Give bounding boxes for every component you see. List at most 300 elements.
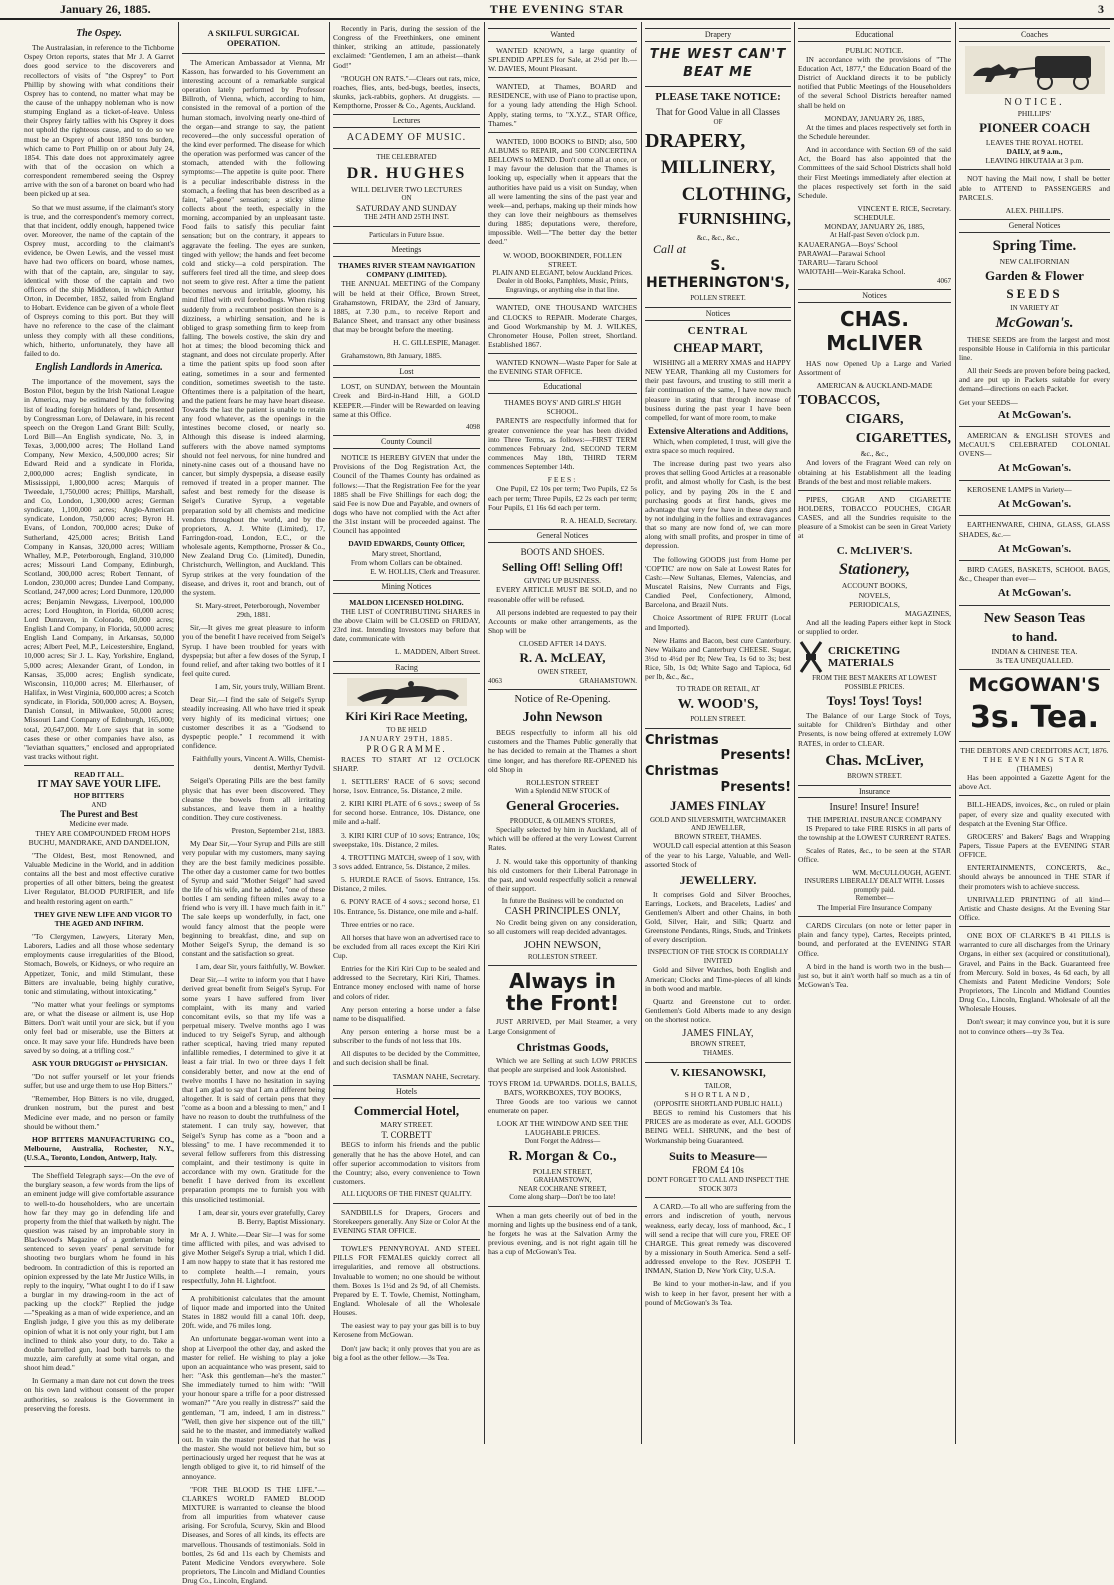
section-header-educational: Educational [488, 380, 637, 394]
notice-text: (THAMES) [1016, 764, 1053, 774]
cricket-bats-icon [798, 640, 824, 674]
ad-number: 4098 [466, 422, 480, 431]
woods-name: W. WOOD'S, [677, 696, 759, 712]
wanted-ad: WANTED KNOWN—Waste Paper for Sale at the EVENING STAR OFFICE. [488, 358, 637, 377]
notice-text: PIPES, CIGAR AND CIGARETTE HOLDERS, TOBACCO POUCHES, CIGAR CASES, and all the Sundries requisite to the pleasure of a Smokist can be seen in Great Variety at [798, 494, 951, 541]
mcgowans-name: McGOWAN'S [968, 674, 1101, 697]
council-address: Mary street, Shortland, [371, 548, 442, 558]
divider [959, 480, 1110, 481]
notice-text: PERIODICALS, [849, 599, 900, 609]
race-event: 6. PONY RACE of 4 sovs.; second horse, £1 10s. Entrance, 5s. Distance, one mile and a-half. [333, 897, 480, 916]
school-name: THAMES BOYS' AND GIRLS' HIGH SCHOOL. [503, 398, 622, 417]
at-mcgowans: At McGowan's. [997, 498, 1072, 511]
article-paragraph: In Germany a man dare not cut down the trees on his own land without consent of the proper authorities, so zealous is the Government in preserving the forests. [24, 1376, 174, 1413]
garden-flower-heading: Garden & Flower [985, 268, 1084, 284]
drapery-text: OF [713, 117, 723, 126]
ad-text: THEY ARE COMPOUNDED FROM HOPS BUCHU, MANDRAKE, AND DANDELION, [28, 828, 171, 847]
notice-text: Be kind to your mother-in-law, and if you wish to keep in her favor, present her with a pound of McGowan's 3s Tea. [645, 1279, 791, 1307]
letter-text: Dear Sir,—I write to inform you that I have derived great benefit from Seigel's Syrup. For some years I have suffered from liver complaint, with its many and varied concomitant evils, so that my life was a perpetual misery. Twelve months ago I was induced to try Seigel's Syrup, and although rather sceptical, having tried many reputed infallible remedies, I determined to give it at least a fair trial. In two or three days I felt considerably better, and now at the end of twelve months I have no hesitation in saying that I am glad to say that I am a different being altogether. It is said of certain pens that they "come as a boon and a blessing to men," and I have no reason to doubt the truthfulness of the statement. I can truly say, however, that Seigel's Syrup has come as a "boon and a blessing" to me. I have recommended it to several fellow sufferers from this distressing complaint, and their testimony is quite in accordance with my own. Gratitude for the benefit I have derived from its excellent preparation prompts me to furnish you with this unsolicited testimonial. [182, 975, 325, 1204]
insurance-company: THE IMPERIAL INSURANCE COMPANY [806, 814, 943, 824]
divider [959, 669, 1110, 670]
race-signature: TASMAN NAHE, Secretary. [392, 1071, 480, 1081]
schedule-item: TARARU—Tararu School [798, 258, 878, 268]
letter-signature: I am, dear Sir, yours faithfully, W. Bowker. [195, 962, 325, 972]
ad-text: Medicine ever made. [69, 820, 129, 829]
race-event: 1. SETTLERS' RACE of 6 sovs; second horse, 1sov. Entrance, 5s. Distance, 2 mile. [333, 776, 480, 795]
race-event: 2. KIRI KIRI PLATE of 6 sovs.; sweep of 5s for second horse. Entrance, 10s. Distance, one mile and a-half. [333, 799, 480, 827]
always-in-the-front-heading: Always in the Front! [505, 969, 620, 1016]
article-paragraph: "FOR THE BLOOD IS THE LIFE."—CLARKE'S WORLD FAMED BLOOD MIXTURE is warranted to cleanse the blood from all impurities from whatever cause arising. For Scrofula, Scurvy, Skin and Blood Diseases, and Sores of all kinds, its effects are marvellous. Thousands of testimonials. Sold in bottles, 2s 6d and 11s each by Chemists and Patent Medicine Vendors everywhere. Sole proprietors, The Lincoln and Midland Counties Drug Co., Lincoln, England. [182, 1484, 325, 1585]
at-mcgowans: At McGowan's. [997, 408, 1072, 421]
new-season-teas-heading: New Season Teas [983, 610, 1086, 626]
article-paragraph: An unfortunate beggar-woman went into a shop at Liverpool the other day, and asked the master for relief. He wishing to play a joke upon an acquaintance who was present, said to her: "Ask this gentleman—he's the master." She immediately turned to him with: "Will your honour spare a trifle for a poor distressed woman?" "Are you really in distress?" said the gentleman, "I am, indeed, I am in distress." "Well, then give her sixpence out of the till," said he to the master, and immediately walked out. In vain the master protested that he was the master. She would not believe him, but so pertinaciously urged her request that he was at length obliged to give it, to rid himself of the annoyance. [182, 1334, 325, 1481]
coach-time: LEAVING HIKUTAIA at 3 p.m. [985, 156, 1084, 166]
ad-text: "The Oldest, Best, most Renowned, and Valuable Medicine in the World, and in addition contains all the best and most effective curative properties of all other bitters, being the greatest Liver Regulator, BLOOD PURIFIER, and life and health restoring agent on earth." [24, 850, 174, 906]
notice-text: GOLD AND SILVERSMITH, WATCHMAKER AND JEWELLER, [649, 815, 787, 833]
central-heading: CENTRAL [687, 324, 749, 337]
hotel-text: ALL LIQUORS OF THE FINEST QUALITY. [341, 1190, 472, 1199]
column-5 [645, 24, 791, 1444]
notice-text: Quartz and Greenstone cut to order. Gentlemen's Gold Alberts made to any design on the shortest notice. [645, 996, 791, 1025]
merchant-street: ROLLESTON STREET. [527, 952, 598, 961]
column-2 [182, 24, 325, 1585]
clothing-word: CLOTHING, [681, 183, 791, 205]
millinery-word: MILLINERY, [660, 157, 776, 179]
notice-text: Get your SEEDS— [959, 397, 1018, 407]
ad-kicker: READ IT ALL. [74, 770, 124, 780]
section-header-notices: Notices [645, 307, 791, 321]
wanted-text: Dealer in old Books, Pamphlets, Music, Prints, Engravings, or anything else in that line. [496, 277, 629, 294]
divider [959, 560, 1110, 561]
race-title: Kiri Kiri Race Meeting, [345, 709, 468, 724]
groceries-heading: General Groceries. [505, 798, 620, 814]
coach-text: NOT having the Mail now, I shall be better able to ATTEND to PASSENGERS and PARCELS. [959, 174, 1110, 202]
boots-heading: BOOTS AND SHOES. [520, 546, 605, 557]
divider [488, 965, 637, 966]
notice-text: And all the leading Papers either kept in Stock or supplied to order. [798, 617, 951, 637]
suits-heading: Suits to Measure— [669, 1148, 767, 1163]
christmas-goods-heading: Christmas Goods, [516, 1039, 609, 1054]
at-mcgowans: At McGowan's. [997, 462, 1072, 475]
letter-signature: I am, Sir, yours truly, William Brent. [214, 682, 325, 692]
notice-text: The increase during past two years also proves that selling Good Articles at a reasonable profit, and almost wholly for Cash, is the best policy, and by paying 20s in the £ and purchasing goods at first hands, gives me advantage that very few have in these days and by not indulging in the follies and extravagances that so many are now fond of, we can more along with small profits, and prosper in time of depression. [645, 459, 792, 551]
school-text: PARENTS are respectfully informed that for greater convenience the year has been divided into Three Terms, as follows:—FIRST TERM commences February 2nd, SECOND TERM commences May 18th, THIRD TERM commences September 14th. [488, 416, 637, 472]
column-7 [959, 24, 1110, 1444]
insurance-agent: WM. McCULLOUGH, AGENT. [852, 868, 951, 878]
ad-text: "No matter what your feelings or symptoms are, or what the disease or ailment is, use Hop Bitters. Don't wait until your are sick, but if you only feel bad or miserable, use the Bitters at once. It may save your life. Hundreds have been saved by so doing, at a trifling cost." [24, 999, 174, 1055]
section-header-general-notices: General Notices [959, 219, 1110, 233]
notice-text: Gold and Silver Watches, both English and American; Clocks and Time-pieces of all kinds in both wood and marble. [645, 965, 791, 993]
notice-text: The following GOODS just from Home per 'COPTIC' are now on Sale at Lowest Rates for Cash:—New Sultanas, Elemes, Valencias, and Muscatel Raisins, New Currants and Figs, Candied Peel, Confectionery, Almond, Barcelona, and Brazil Nuts. [645, 554, 791, 610]
council-officer: DAVID EDWARDS, County Officer, [348, 539, 465, 549]
school-signature: R. A. HEALD, Secretary. [560, 515, 637, 525]
mcliver-name: C. McLIVER'S. [836, 544, 913, 557]
notice-text: BROWN STREET, [690, 1040, 746, 1049]
notice-text: Specially selected by him in Auckland, all of which will be offered at the very Lowest Current Rates. [488, 825, 637, 853]
jewellery-heading: JEWELLERY. [679, 872, 757, 887]
notice-text: MAGAZINES, [904, 608, 951, 618]
divider [798, 916, 951, 917]
notice-text: ACCOUNT BOOKS, [841, 581, 908, 591]
divider [798, 490, 951, 491]
notice-text: The easiest way to pay your gas bill is to buy Kerosene from McGowan. [333, 1321, 480, 1340]
notice-text: THE DEBTORS AND CREDITORS ACT, 1876. [960, 745, 1109, 755]
article-paragraph: A prohibitionist calculates that the amount of liquor made and imported into the United States in 1882 would fill a canal 10ft. deep, 20ft. wide, and 76 miles long. [182, 1293, 325, 1331]
cash-principles-heading: CASH PRINCIPLES ONLY, [504, 905, 621, 917]
letter-signature: I am, dear sir, yours ever gratefully, Carey B. Berry, Baptist Missionary. [198, 1207, 325, 1226]
notice-text: ROLLESTON STREET [526, 777, 599, 787]
divider [645, 86, 791, 87]
column-rule [484, 22, 485, 1444]
notice-text: In future the Business will be conducted on [501, 897, 624, 906]
divider [488, 77, 637, 78]
notice-text: THE EVENING STAR [983, 754, 1086, 764]
merchant-street: OWEN STREET, [537, 668, 588, 677]
notice-text: New Hams and Bacon, best cure Canterbury. New Waikato and Canterbury CHEESE. Sugar, 3½d to 4½d per lb; New Tea, 1s 6d to 3s; best Rice, 5lb, 1s 0d; White Sago and Tapioca, 6d per lb, &c., &c., [645, 635, 791, 682]
extensive-alterations-heading: Extensive Alterations and Additions, [647, 425, 789, 436]
notice-text: INSURERS LIBERALLY DEALT WITH. Losses promptly paid. [804, 877, 945, 894]
section-header-lectures: Lectures [333, 114, 480, 128]
notice-text: TOYS FROM 1d. UPWARDS. DOLLS, BALLS, BATS, WORKBOXES, TOY BOOKS, [488, 1078, 637, 1097]
notice-text: SHORTLAND, [684, 1090, 752, 1100]
section-header-notices: Notices [798, 289, 951, 303]
notice-text: Choice Assortment of RIPE FRUIT (Local and Imported). [645, 613, 791, 632]
divider [959, 515, 1110, 516]
race-programme-heading: PROGRAMME. [366, 743, 447, 754]
notice-text: WOULD call especial attention at this Season of the year to his Large, Valuable, and Well-assorted Stock of [645, 841, 791, 869]
masthead [0, 0, 1114, 20]
notice-text: TO TRADE OR RETAIL, AT [676, 685, 760, 694]
lecture-dates: THE 24TH AND 25TH INST. [364, 213, 449, 222]
notice-text: NOVELS, [858, 590, 891, 600]
section-header-coaches: Coaches [959, 28, 1110, 42]
notice-text: FROM THE BEST MAKERS AT LOWEST POSSIBLE PRICES. [812, 674, 937, 691]
section-header-mining: Mining Notices [333, 580, 480, 594]
wanted-ad: WANTED, 1000 BOOKS to BIND; also, 500 ALBUMS to REPAIR, and 500 CONCERTINA BELLOWS to MEND. Don't come all at once, or I may favour the delusion that the Thames is looking up, especially when it appears that the authorities have paid us a visit on Sunday, when all were lamenting the sins of the past year and week—and, perhaps, making up their minds how they can love their neighbours as themselves during 1885; deputations were, therefore, impossible. Well—"The better day the better deed." [488, 136, 637, 247]
drapery-word: DRAPERY, [645, 130, 746, 153]
notice-text: Scales of Rates, &c., to be seen at the STAR Office. [798, 845, 951, 865]
notice-text: THAMES. [702, 1048, 734, 1057]
notice-text: J. N. would take this opportunity of thanking his old customers for their Liberal Patronage in the past, and would respectfully solicit a renewal of their support. [488, 856, 637, 893]
letter-address: Preston, September 21st, 1883. [231, 826, 325, 836]
newspaper-title: THE EVENING STAR [489, 2, 625, 16]
notice-text: NEAR COCHRANE STREET, [518, 1184, 607, 1193]
race-text: TO BE HELD [386, 725, 427, 734]
notice-text: LOOK AT THE WINDOW AND SEE THE LAUGHABLE PRICES. [496, 1119, 629, 1138]
notice-text: INSPECTION OF THE STOCK IS CORDIALLY INVITED [647, 948, 789, 965]
column-rule [178, 22, 179, 1444]
furnishing-word: FURNISHING, [678, 208, 791, 228]
divider [488, 689, 637, 690]
notice-text: BILL-HEADS, invoices, &c., on ruled or plain paper, of every size and quality executed with despatch at the Evening Star Office. [959, 800, 1110, 828]
divider [488, 132, 637, 133]
presents-word: Presents! [720, 780, 791, 796]
coach-time: DAILY, at 9 a.m., [1006, 147, 1063, 157]
column-rule [955, 22, 956, 1444]
please-take-notice: PLEASE TAKE NOTICE: [655, 91, 781, 104]
selling-off-heading: Selling Off! Selling Off! [502, 559, 623, 574]
notice-text: SANDBILLS for Drapers, Grocers and Storekeepers generally. Any Size or Color At the EVENING STAR OFFICE. [333, 1207, 480, 1235]
headline-osprey: The Ospey. [76, 28, 122, 39]
notice-text: EVERY ARTICLE MUST BE SOLD, and no reasonable offer will be refused. [488, 585, 637, 604]
christmas-word: Christmas [645, 732, 719, 748]
coach-signature: ALEX. PHILLIPS. [1005, 205, 1064, 215]
divider [333, 148, 480, 149]
public-notice-heading: PUBLIC NOTICE. [845, 45, 904, 55]
section-header-wanted: Wanted [488, 28, 637, 42]
section-header-drapery: Drapery [645, 28, 791, 42]
article-paragraph: The importance of the movement, says the Boston Pilot, begun by the Irish National League in America, may be estimated by the following list of leading foreign holders of land, presented by Congressman Lore, of Delaware, in his recent speech on the Oregon Land Grant Bill: Scully, Lord Bill—An English syndicate, No. 3, in Texas, 3,000,000 acres; The Holland Land Company, New Mexico, 4,500,000 acres; Sir Edward Reid and a syndicate in Florida, 2,000,000 acres; English syndicate, in Mississippi, 1,800,000 acres; Marquis of Tweedale, 1,750,000 acres; Phillips, Marshall, and Co, London, 1,300,000 acres; German syndicate, 1,100,000 acres; Anglo-American syndicate, London, 750,000 acres; Byron H. Evans, of London, 700,000 acres; Duke of Sutherland, 425,000 acres; British Land Company in Kansas, 320,000 acres; William Whalley, M.P., Peterborough, England, 310,000 acres; Missouri Land Company, Edinburgh, Scotland, 300,000 acres; Robert Tennant, of London, 230,000 acres; Dundee Land Company, Scotland, 247,000 acres; Lord Dunmore, 120,000 acres; Benjamin Newgass, Liverpool, 100,000 acres; Lord Houghton, in Florida, 60,000 acres; Lord Dunraven, in Colorado, 60,000 acres; English Land Company, in Florida, 50,000 acres; English Land Company, in Arkansas, 50,000 acres; Albert Peel, M.P., Leicestershire, England, 10,000 acres; Sir J. L. Kay, Yorkshire, England, 5,000 acres; Alexander Grant, of London, in Kansas, 35,000 acres; English syndicate, Wisconsin, 110,000 acres; M. Ellerhauser, of Halifax, in West Virginia, 600,000 acres; a Scotch syndicate, in Florida, 500,000 acres; A. Boysen, Danish Consul, in Milwaukee, 50,000 acres; Missouri Land Company of Edinburgh, 165,000; total, 20,647,000. Mr Lore says that in some cases these or other companies have also, as "leviathan squatters," enclosed and appropriated vast tracks without right. [24, 377, 174, 761]
ad-text: "To Clergymen, Lawyers, Literary Men, Laborers, Ladies and all those whose sedentary employments cause irregularities of the Blood, Stomach, Bowels, or Kidneys, or who require an Appetizer, Tonic, and mild Stimulant, these Bitters are invaluable, being highly curative, tonic and stimulating, without intoxicating." [24, 931, 174, 996]
meeting-signature: H. C. GILLESPIE, Manager. [393, 338, 480, 348]
wanted-ad: WANTED, at Thames, BOARD and RESIDENCE, with use of Piano to practise upon, for a young lady attending the High School. Apply, stating terms, to "X.Y.Z., STAR Office, Thames." [488, 82, 637, 128]
ad-text: "Remember, Hop Bitters is no vile, drugged, drunken nostrum, but the purest and best Medicine ever made, and no person or family should be without them." [24, 1094, 174, 1131]
notice-text: A CARD.—To all who are suffering from the errors and indiscretion of youth, nervous weakness, early decay, loss of manhood, &c., I will send a recipe that will cure you, FREE OF CHARGE. This great remedy was discovered by a missionary in South America. Send a self-addressed envelope to the Rev. JOSEPH T. INMAN, Station D, New York City, U.S.A. [645, 1202, 791, 1276]
drapery-street: POLLEN STREET. [690, 294, 746, 303]
meeting-date: Grahamstown, 8th January, 1885. [341, 351, 442, 361]
hotel-proprietor: T. CORBETT [381, 1129, 432, 1140]
mcgowans-name: McGowan's. [995, 315, 1074, 332]
meeting-text: THE ANNUAL MEETING of the Company will be held at their Office, Brown Street, Grahamstown, FRIDAY, the 23rd of January, 1885, at 7.30 p.m., to receive Report and Balance Sheet, and transact any other business that may be brought before the meeting. [333, 279, 480, 335]
race-rule: Entries for the Kiri Kiri Cup to be sealed and addressed to the Secretary, Kiri Kiri, Thames. Entrance money enclosed with name of horse and colors of rider. [333, 964, 480, 1001]
notice-text: NEW CALIFORNIAN [999, 256, 1070, 266]
notice-signature: VINCENT E. RICE, Secretary. [857, 204, 951, 213]
notice-text: When a man gets cheerily out of bed in the morning and lights up the business end of a tank, he forgets he was at the Salvation Army the previous evening, and is not right again till he has a cup of McGowan's Tea. [488, 1210, 637, 1257]
meeting-title: THAMES RIVER STEAM NAVIGATION COMPANY (LIMITED). [337, 261, 476, 280]
race-event: 5. HURDLE RACE of 5sovs. Entrance, 15s. Distance, 2 miles. [333, 875, 480, 894]
drapery-text: That for Good Value in all Classes [656, 106, 780, 117]
mcliver-name: Chas. McLiver, [825, 752, 924, 769]
column-3 [333, 24, 480, 1444]
lecture-text: ON [401, 194, 412, 203]
wanted-ad: WANTED, ONE THOUSAND WATCHES and CLOCKS to REPAIR. Moderate Charges, and Good Workmanship by M. J. WILKES, Chronometer House, Pollen street, Shortland. Established 1867. [488, 303, 637, 349]
divider [645, 1062, 791, 1063]
page-number: 3 [1098, 2, 1104, 16]
school-fees: One Pupil, £2 10s per term; Two Pupils, £2 5s each per term; Three Pupils, £2 2s each per term; Four Pupils, £1 16s 6d each per term. [488, 484, 637, 512]
lecture-text: THE CELEBRATED [376, 153, 437, 162]
divider [645, 728, 791, 729]
mining-signature: L. MADDEN, Albert Street. [395, 647, 480, 657]
schedule-item: KAUAERANGA—Boys' School [798, 239, 898, 249]
race-event: 3. KIRI KIRI CUP of 10 sovs; Entrance, 10s; sweepstake, 10s. Distance, 2 miles. [333, 830, 480, 849]
merchant-name: R. A. McLEAY, [519, 650, 606, 666]
lecture-text: Particulars in Future Issue. [368, 230, 445, 239]
column-rule [794, 22, 795, 1444]
notice-text: And lovers of the Fragrant Weed can rely on obtaining at his Establishment all the leading Brands of the best and most reliable makers. [798, 458, 951, 486]
schedule-item: WAIOTAHI—Weir-Karaka School. [798, 267, 906, 277]
issue-date: January 26, 1885. [60, 2, 151, 16]
letter-signature: Faithfully yours, Vincent A. Wills, Chemist-dentist, Merthyr Tydvil. [192, 754, 325, 773]
notice-date: MONDAY, JANUARY 26, 1885, [824, 222, 925, 232]
merchant-street: POLLEN STREET, [532, 1167, 593, 1177]
council-signature: E. W. HOLLIS, Clerk and Treasurer. [370, 566, 480, 576]
column-1 [24, 24, 174, 1444]
section-header-meetings: Meetings [333, 243, 480, 257]
divider [488, 353, 637, 354]
letter-text: Dear Sir,—I find the sale of Seigel's Syrup steadily increasing. All who have tried it speak very highly of its medicinal virtues; one customer describes it as a "Godsend to dyspeptic people." I recommend it with confidence. [182, 695, 325, 750]
divider [182, 53, 325, 54]
notice-text: Which we are Selling at such LOW PRICES that people are surprised and look Astonished. [488, 1056, 637, 1075]
notice-text: TOWLE'S PENNYROYAL AND STEEL PILLS FOR FEMALES quickly correct all irregularities, and remove all obstructions. Invaluable to women; no one should be without them. Boxes 1s 1½d and 2s 9d, of all Chemists. Prepared by E. T. Towle, Chemist, Nottingham, England. Wholesale of all the Wholesale Houses. [333, 1244, 480, 1318]
notice-text: All persons indebted are requested to pay their Accounts or make other arrangements, as the Shop will be [488, 607, 637, 636]
lecture-days: SATURDAY AND SUNDAY [355, 202, 458, 213]
ad-number: 3073 [723, 1184, 738, 1193]
tobaccos-heading: TOBACCOS, [798, 393, 880, 408]
at-mcgowans: At McGowan's. [997, 542, 1072, 555]
letter-text: Seigel's Operating Pills are the best family physic that has ever been discovered. They cleanse the bowels from all irritating substances, and leave them in a healthy condition. They cure costiveness. [182, 776, 325, 822]
race-rule: Three entries or no race. [341, 919, 415, 929]
christmas-word: Christmas [645, 764, 719, 780]
headline-landlords: English Landlords in America. [35, 361, 163, 373]
notice-text: WISHING all a MERRY XMAS and HAPPY NEW YEAR, Thanking all my Customers for their past favours, and trusting to still merit a fair continuation of the same, I have now much pleasure in stating that through increase of business during the past year I have been compelled, for want of more room, to make [645, 357, 791, 422]
drapery-text: Call at [653, 241, 687, 256]
insurance-company: The Imperial Fire Insurance Company [817, 902, 932, 912]
council-notice: NOTICE IS HEREBY GIVEN that under the Provisions of the Dog Registration Act, the Council of the Thames County has ordained as follows:—That the Registration Fee for the year 1885 shall be Five Shillings for each dog; the said Fee is now Due and Payable, and owners of dogs who have not complied with the Act after the 31st instant will be proceeded against. The Council has appointed [333, 453, 480, 536]
notice-text: &c., &c., [860, 449, 889, 459]
notice-text: IN accordance with the provisions of "The Education Act, 1877," the Education Board of the District of Auckland directs it to be publicly notified that Public Meetings of the Householders of the several School Districts hereafter named shall be held on [798, 54, 951, 110]
three-shilling-tea-heading: 3s. Tea. [969, 700, 1100, 736]
section-header-insurance: Insurance [798, 785, 951, 799]
merchant-name: R. Morgan & Co., [508, 1148, 617, 1164]
lecture-text: WILL DELIVER TWO LECTURES [350, 185, 463, 195]
race-rule: Any person entering a horse under a false name to be disqualified. [333, 1004, 480, 1023]
article-paragraph: The Australasian, in reference to the Tichborne Ospey Orton reports, states that Mr J. A Garret does good service to the discoverers and recollectors of visits of "the Osprey" to Port Phillip by showing with what conditions their Osprey has to contend, no matter what may be the cause of the unhappy nobleman who is now stumping England as a ticket-of-leave. Unless their Osprey fairly tallies with his Osprey it does not uphold the righteous cause, and to do so we must be an Osprey of about 1850 tons burden, which came to Port Phillip on or about July 24, 1854. This date does not approximately agree with that of the occasion on which a correspondent remembered seeing the Osprey arrive with the son of a baronet on board who had been picked up at sea. [24, 43, 174, 199]
notice-text: AMERICAN & AUCKLAND-MADE [816, 380, 933, 390]
divider [959, 169, 1110, 170]
notice-text: All their Seeds are proven before being packed, and are put up in Packets suitable for every demand—directions on each Packet. [959, 366, 1110, 394]
notice-text: INDIAN & CHINESE TEA. [991, 646, 1078, 656]
drapery-banner: THE WEST CAN'T BEAT ME [649, 46, 787, 80]
column-4 [488, 24, 637, 1444]
race-event: 4. TROTTING MATCH, sweep of 1 sov, with 3 sovs added. Entrance, 5s. Distance, 2 miles. [333, 852, 480, 871]
divider [182, 1289, 325, 1290]
coach-owner: PHILLIPS' [1017, 108, 1052, 118]
mining-title: MALDON LICENSED HOLDING. [349, 597, 464, 607]
hotel-name: Commercial Hotel, [353, 1102, 460, 1118]
stagecoach-illustration [965, 46, 1105, 94]
section-header-hotels: Hotels [333, 1085, 480, 1099]
lecturer-name: DR. HUGHES [346, 164, 467, 182]
notice-text: Come along sharp—Don't be too late! [509, 1193, 616, 1202]
notice-text: JUST ARRIVED, per Mail Steamer, a very Large Consignment of [488, 1017, 637, 1036]
presents-word: Presents! [720, 748, 791, 764]
notice-text: THESE SEEDS are from the largest and most responsible House in California in this particular line. [959, 334, 1110, 362]
notice-text: GROCERS' and Bakers' Bags and Wrapping Papers, Tissue Papers at the EVENING STAR OFFICE. [959, 831, 1110, 860]
divider [645, 1197, 791, 1198]
ad-company: HOP BITTERS MANUFACTURING CO., Melbourne, Australia, Rochester, N.Y., (U.S.A., Toronto, London, Antwerp, Italy. [24, 1134, 174, 1163]
wanted-text: PLAIN AND ELEGANT, below Auckland Prices. [492, 268, 633, 277]
drapery-text: &c., &c., &c., [696, 232, 740, 242]
section-header-county-council: County Council [333, 435, 480, 449]
notice-text: EARTHENWARE, CHINA, GLASS, GLASS SHADES, &c.— [959, 520, 1110, 539]
notice-heading: NOTICE. [1004, 96, 1065, 108]
notice-text: Which, when completed, I trust, will give the extra space so much required. [645, 436, 791, 456]
schedule-item: PARAWAI—Parawai School [798, 249, 886, 259]
divider [959, 926, 1110, 927]
pioneer-coach-heading: PIONEER COACH [979, 120, 1090, 136]
ad-text: "Do not suffer yourself or let your friends suffer, but use and urge them to use Hop Bitters." [24, 1071, 174, 1091]
merchant-town: GRAHAMSTOWN. [579, 676, 637, 685]
letter-text: Sir,—It gives me great pleasure to inform you of the benefit I have received from Seigel's Syrup. I have been troubled for years with dyspepsia; but after a few doses of the Syrup, I found relief, and after taking two bottles of it I feel quite cured. [182, 623, 325, 678]
race-rule: Any person entering a horse must be a subscriber to the funds of not less that 10s. [333, 1027, 480, 1046]
notice-text: UNRIVALLED PRINTING of all kind—Artistic and Chaste designs. At the Evening Star Office. [959, 894, 1110, 923]
notice-text: BROWN STREET, THAMES. [674, 832, 762, 841]
column-6 [798, 24, 951, 1444]
notice-text: CLOSED AFTER 14 DAYS. [518, 639, 607, 649]
mcliver-name: CHAS. McLIVER [826, 306, 923, 356]
notice-text: IS Prepared to take FIRE RISKS in all parts of the township at the LOWEST CURRENT RATES. [798, 823, 951, 842]
merchant-town: GRAHAMSTOWN, [533, 1176, 592, 1185]
divider [488, 298, 637, 299]
notice-text: A bird in the hand is worth two in the bush—just so, but it ain't worth half so much as a tin of McGowan's Tea. [798, 961, 951, 989]
notice-text: No Credit being given on any consideration, so all customers will reap decided advantages. [488, 917, 637, 936]
suits-price: FROM £4 10s [692, 1165, 744, 1176]
finlay-name: JAMES FINLAY [670, 798, 766, 814]
ad-subtitle: HOP BITTERS [73, 791, 125, 801]
divider [24, 1166, 174, 1167]
ad-title: IT MAY SAVE YOUR LIFE. [37, 779, 161, 791]
notice-text: BEGS to remind his Customers that his PRICES are as moderate as ever, ALL GOODS BEING WELL SHRUNK, and the best of Workmanship being Guaranteed. [645, 1108, 791, 1145]
mining-text: THE LIST of CONTRIBUTING SHARES in the above Claim will be CLOSED on FRIDAY, 23rd inst. Intending Investors may before that date, communicate with [333, 606, 480, 644]
divider [24, 765, 174, 766]
notice-text: The Balance of our Large Stock of Toys, suitable for Children's Birthday and other Presents, is now being offered at extremely LOW RATES, in order to CLEAR. [798, 711, 951, 748]
school-fees-heading: FEES: [547, 475, 578, 485]
council-text: From whom Collars can be obtained. [350, 557, 463, 567]
lecture-venue: ACADEMY OF MUSIC. [346, 132, 467, 144]
seeds-heading: SEEDS [1006, 285, 1063, 301]
section-header-lost: Lost [333, 365, 480, 379]
article-paragraph: "ROUGH ON RATS."—Clears out rats, mice, roaches, flies, ants, bed-bugs, beetles, insects, skunks, jack-rabbits, gophers. At druggists. —Kempthorne, Prosser & Co., Agents, Auckland. [333, 73, 480, 111]
insure-heading: Insure! Insure! Insure! [829, 802, 920, 814]
notice-date: MONDAY, JANUARY 26, 1885, [824, 113, 925, 123]
notice-text: Don't swear; it may convince you, but it is sure not to convince others—try 3s Tea. [959, 1017, 1110, 1036]
wanted-ad: WANTED KNOWN, a large quantity of SPLENDID APPLES for Sale, at 2½d per lb.—W. DAVIES, Mount Pleasant. [488, 45, 637, 74]
cheap-mart-heading: CHEAP MART, [673, 340, 763, 356]
notice-text: POLLEN STREET. [690, 715, 746, 724]
notice-text: AMERICAN & ENGLISH STOVES and McCAUL'S CELEBRATED COLONIAL OVENS— [959, 431, 1110, 459]
notice-text: Has been appointed a Gazette Agent for the above Act. [959, 773, 1110, 792]
merchant-name: JOHN NEWSON, [524, 940, 601, 952]
merchant-name: John Newson [522, 710, 603, 726]
cigarettes-heading: CIGARETTES, [855, 431, 951, 447]
lost-notice: LOST, on SUNDAY, between the Mountain Creek and Bird-in-Hand Hill, a GOLD KEEPER.—Finder will be Rewarded on leaving same at this Office. [333, 382, 480, 419]
section-header-racing: Racing [333, 661, 480, 675]
notice-text: TAILOR, [704, 1081, 732, 1090]
reopen-heading: Notice of Re-Opening. [514, 694, 611, 706]
racehorse-illustration [347, 678, 467, 706]
divider [959, 795, 1110, 796]
divider [488, 1206, 637, 1207]
headline-surgical: A SKILFUL SURGICAL OPERATION. [207, 28, 300, 49]
notice-text: CARDS Circulars (on note or letter paper in plain and fancy type), Cartes, Receipts printed, bound, and perforated at the EVENING STAR Office. [798, 921, 951, 958]
notice-text: At the times and places respectively set forth in the Schedule hereunder. [798, 122, 951, 142]
notice-text: IN VARIETY AT [1010, 303, 1059, 312]
column-rule [329, 22, 330, 1444]
notice-text: It comprises Gold and Silver Brooches, Earrings, Lockets, and Bracelets, Ladies' and Gentlemen's Albert and other Chains, in both Gold, Silver, Hair, and Silk; Quartz and Greenstone Pendants, Rings, Studs, and Trinkets of every description. [645, 889, 791, 945]
notice-text: DON'T FORGET TO CALL AND INSPECT THE STOCK [647, 1176, 789, 1193]
at-mcgowans: At McGowan's. [997, 587, 1072, 600]
ad-number: 4067 [937, 276, 951, 285]
coach-text: LEAVES THE ROYAL HOTEL [985, 137, 1084, 147]
notice-text: (OPPOSITE SHORTLAND PUBLIC HALL) [653, 1099, 783, 1108]
article-paragraph: The Sheffield Telegraph says:—On the eve of the burglary season, a few words from the lips of an eminent judge will give comfortable assurance to well-to-do householders, who are uncertain how far they may go in defending life and property from the thief that walketh by night. The question was raised by an improbable story in Blackwood's Magazine of a gentleman being sentenced to seven years' penal servitude for shooting two burglars whom he found in his bedroom. In contradiction of this is reported an opinion expressed by the late Mr Justice Wills, in reply to the inquiry, "What ought I to do if I saw a burglar in my drawing-room in the act of packing up the clock?" Replied the judge—"Speaking as a man of wide experience, and an English judge, I give you this as my deliberate opinion of what it is not only your right, but I am inclined to think also your duty, to do. Take a double barrelled gun, load both barrels to the muzzle, aim carefully at some vital organ, and shoot him dead." [24, 1171, 174, 1373]
notice-text: Dont Forget the Address— [524, 1137, 601, 1146]
letter-text: Mr A. J. White.—Dear Sir—I was for some time afflicted with piles, and was advised to give Mother Seigel's Syrup a trial, which I did. I am now happy to state that it has restored me to complete health.—I remain, yours respectfully, John H. Lightfoot. [182, 1230, 325, 1285]
divider [333, 1239, 480, 1240]
race-text: RACES TO START AT 12 O'CLOCK SHARP. [333, 754, 480, 773]
race-date: JANUARY 29TH, 1885. [359, 734, 454, 744]
notice-text: Three Goods are too various we cannot enumerate on paper. [488, 1096, 637, 1116]
